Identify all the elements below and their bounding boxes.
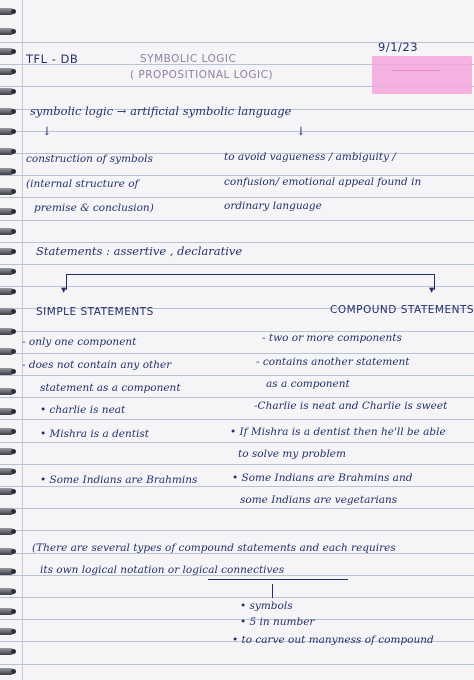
ruled-line bbox=[0, 442, 474, 443]
note-line-2: its own logical notation or logical connectives bbox=[40, 564, 285, 576]
ruled-line bbox=[0, 197, 474, 198]
ruled-line bbox=[0, 464, 474, 465]
ruled-line bbox=[0, 242, 474, 243]
ruled-line bbox=[0, 486, 474, 487]
compound-line-3: as a component bbox=[266, 378, 350, 390]
compound-line-1: - two or more components bbox=[262, 332, 402, 344]
spiral-coil bbox=[0, 608, 16, 617]
spiral-coil bbox=[0, 208, 16, 217]
intro-line: symbolic logic → artificial symbolic language bbox=[30, 104, 292, 118]
simple-example-2: • Mishra is a dentist bbox=[40, 428, 149, 440]
compound-title: COMPOUND STATEMENTS bbox=[330, 304, 474, 316]
date: 9/1/23 bbox=[378, 40, 419, 54]
ruled-line bbox=[0, 353, 474, 354]
spiral-coil bbox=[0, 228, 16, 237]
spiral-coil bbox=[0, 528, 16, 537]
spiral-coil bbox=[0, 428, 16, 437]
simple-line-1: - only one component bbox=[22, 336, 137, 348]
statements-heading: Statements : assertive , declarative bbox=[36, 244, 243, 258]
branch-right-arrow-icon: ▾ bbox=[429, 284, 435, 296]
simple-example-1: • charlie is neat bbox=[40, 404, 126, 416]
note-underline bbox=[208, 579, 348, 580]
compound-example-3b: some Indians are vegetarians bbox=[240, 494, 398, 506]
highlighter-strike bbox=[392, 70, 440, 71]
ruled-line bbox=[0, 264, 474, 265]
intro-left-3: premise & conclusion) bbox=[34, 202, 154, 214]
ruled-line bbox=[0, 131, 474, 132]
spiral-coil bbox=[0, 28, 16, 37]
intro-right-1: to avoid vagueness / ambiguity / bbox=[224, 151, 396, 163]
simple-title: SIMPLE STATEMENTS bbox=[36, 306, 154, 318]
spiral-coil bbox=[0, 548, 16, 557]
down-arrow-left-icon: ↓ bbox=[42, 124, 52, 138]
spiral-coil bbox=[0, 188, 16, 197]
spiral-coil bbox=[0, 648, 16, 657]
highlighter-mark bbox=[372, 56, 472, 94]
spiral-coil bbox=[0, 328, 16, 337]
ruled-line bbox=[0, 331, 474, 332]
topic-subtitle: ( PROPOSITIONAL LOGIC) bbox=[130, 69, 274, 81]
header-title: TFL - DB bbox=[26, 52, 79, 66]
spiral-coil bbox=[0, 448, 16, 457]
ruled-line bbox=[0, 619, 474, 620]
branch-left-arrow-icon: ▾ bbox=[61, 284, 67, 296]
list-item-2: • 5 in number bbox=[240, 616, 315, 628]
ruled-line bbox=[0, 286, 474, 287]
list-item-3: • to carve out manyness of compound bbox=[232, 634, 434, 646]
ruled-line bbox=[0, 419, 474, 420]
topic-title: SYMBOLIC LOGIC bbox=[140, 53, 237, 65]
simple-line-3: statement as a component bbox=[40, 382, 181, 394]
list-item-1: • symbols bbox=[240, 600, 293, 612]
spiral-coil bbox=[0, 468, 16, 477]
spiral-coil bbox=[0, 288, 16, 297]
down-arrow-right-icon: ↓ bbox=[296, 124, 306, 138]
ruled-line bbox=[0, 664, 474, 665]
spiral-coil bbox=[0, 668, 16, 677]
spiral-coil bbox=[0, 168, 16, 177]
spiral-coil bbox=[0, 128, 16, 137]
spiral-coil bbox=[0, 348, 16, 357]
intro-left-1: construction of symbols bbox=[26, 153, 153, 165]
compound-example-2b: to solve my problem bbox=[238, 448, 346, 460]
ruled-line bbox=[0, 397, 474, 398]
simple-line-2: - does not contain any other bbox=[22, 359, 172, 371]
ruled-line bbox=[0, 530, 474, 531]
spiral-coil bbox=[0, 108, 16, 117]
note-down-line bbox=[272, 584, 273, 598]
spiral-coil bbox=[0, 488, 16, 497]
ruled-line bbox=[0, 375, 474, 376]
compound-example-3a: • Some Indians are Brahmins and bbox=[232, 472, 413, 484]
compound-example-1: -Charlie is neat and Charlie is sweet bbox=[254, 400, 448, 412]
spiral-coil bbox=[0, 148, 16, 157]
spiral-coil bbox=[0, 368, 16, 377]
spiral-coil bbox=[0, 408, 16, 417]
spiral-coil bbox=[0, 388, 16, 397]
intro-left-2: (internal structure of bbox=[26, 178, 139, 190]
intro-right-2: confusion/ emotional appeal found in bbox=[224, 176, 422, 188]
spiral-coil bbox=[0, 508, 16, 517]
spiral-coil bbox=[0, 48, 16, 57]
compound-example-2a: • If Mishra is a dentist then he'll be able bbox=[230, 426, 446, 438]
ruled-line bbox=[0, 597, 474, 598]
spiral-coil bbox=[0, 568, 16, 577]
spiral-coil bbox=[0, 68, 16, 77]
simple-example-3: • Some Indians are Brahmins bbox=[40, 474, 198, 486]
spiral-coil bbox=[0, 308, 16, 317]
spiral-coil bbox=[0, 268, 16, 277]
spiral-coil bbox=[0, 8, 16, 17]
spiral-coil bbox=[0, 88, 16, 97]
ruled-line bbox=[0, 220, 474, 221]
branch-line bbox=[66, 274, 434, 275]
ruled-line bbox=[0, 508, 474, 509]
note-line-1: (There are several types of compound statements and each requires bbox=[32, 542, 396, 554]
spiral-coil bbox=[0, 588, 16, 597]
compound-line-2: - contains another statement bbox=[256, 356, 410, 368]
spiral-coil bbox=[0, 248, 16, 257]
spiral-coil bbox=[0, 628, 16, 637]
intro-right-3: ordinary language bbox=[224, 200, 322, 212]
